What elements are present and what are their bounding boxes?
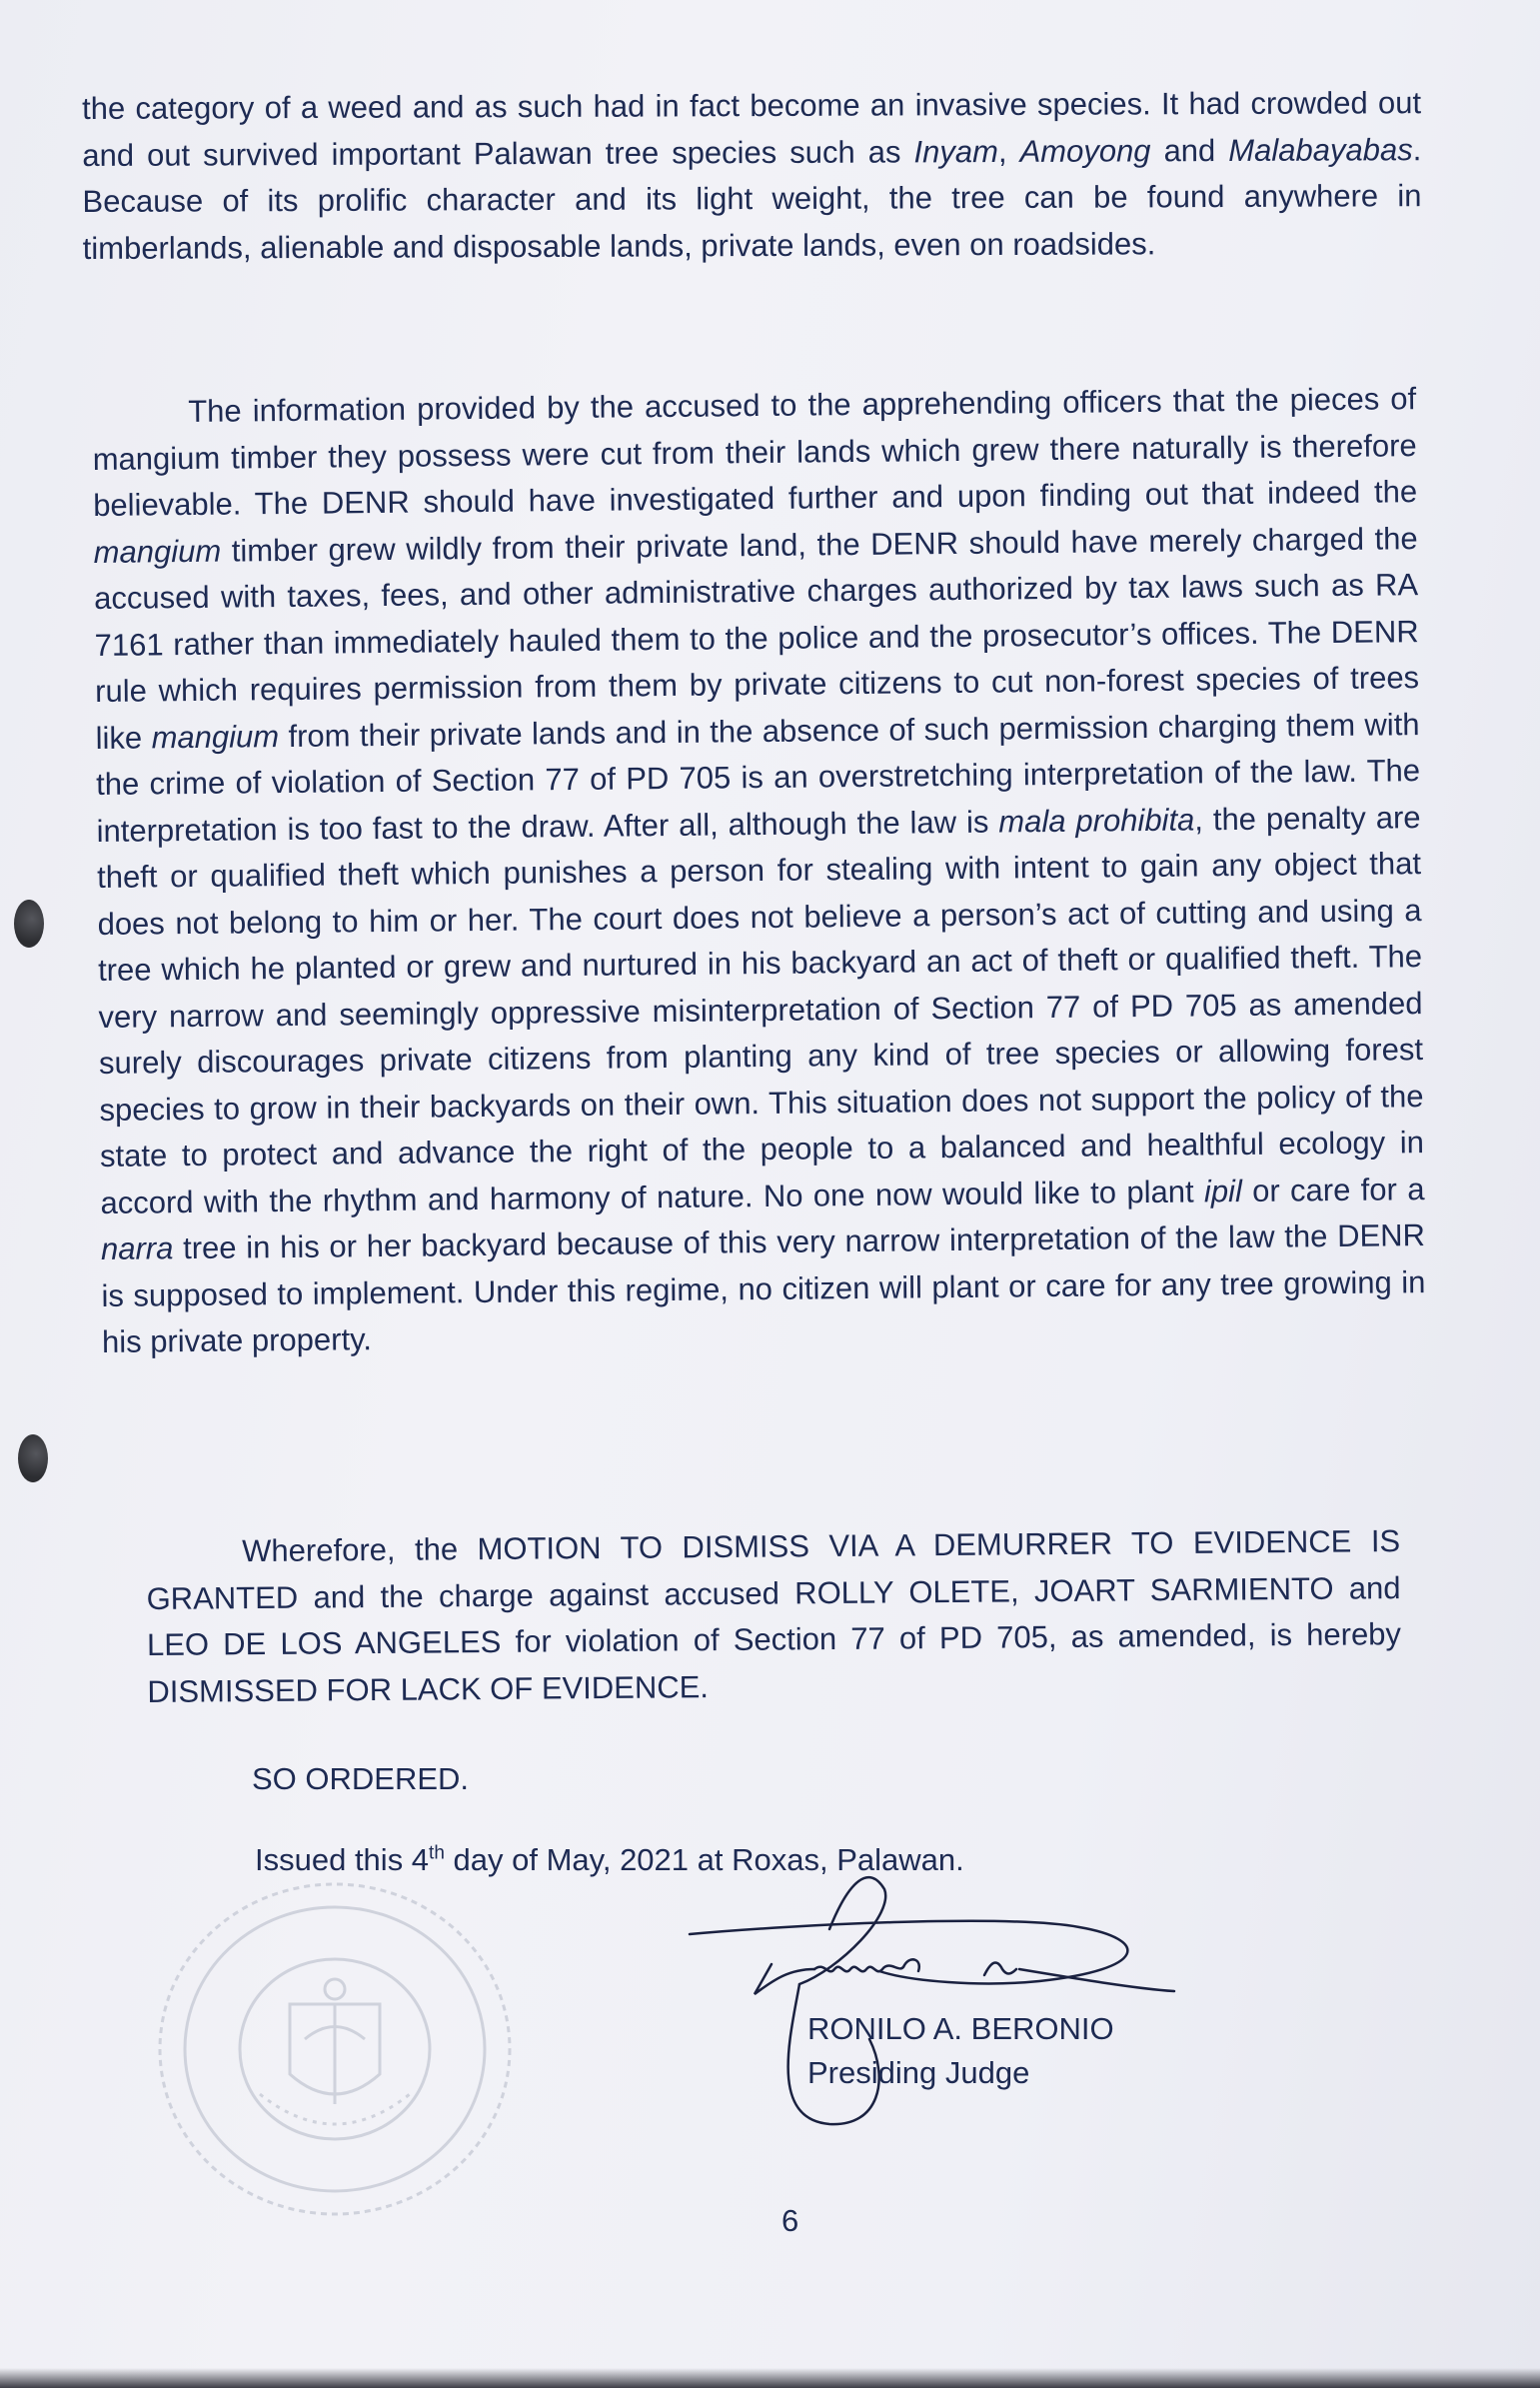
judge-name: RONILO A. BERONIO [807, 2011, 1114, 2046]
text-run: . Because of its prolific character and its light weight, the tree can be found anywhere in timberlands, alienable and disposable lands, private lands, even on roadsides. [82, 131, 1422, 266]
paragraph-court-reasoning [92, 376, 1426, 1365]
text-run: tree in his or her backyard because of this very narrow interpretation of the law the DENR is supposed to implement. Under this regime, no citizen will plant or care for any tree growing in his private property. [101, 1217, 1426, 1359]
page-number: 6 [781, 2203, 799, 2238]
text-run: The information provided by the accused to the apprehending officers that the pieces of mangium timber they possess were cut from their lands which grew there naturally is therefore believable. The DENR should have investigated further and upon finding out that indeed the [92, 381, 1418, 523]
species-name: Inyam [913, 133, 998, 169]
species-name: mangium [151, 718, 280, 755]
text-run: , the penalty are theft or qualified theft which punishes a person for stealing with intent to gain any object that does not belong to him or her. The court does not believe a person’s act of cutting and using a tree which he planted or grew and nurtured in his backyard an act of theft or qualified theft. The very narrow and seemingly oppressive misinterpretation of Section 77 of PD 705 as amended surely discourages private citizens from planting any kind of tree species or allowing forest species to grow in their backyards on their own. This situation does not support the policy of the state to protect and advance the right of the people to a balanced and healthful ecology in accord with the rhythm and harmony of nature. No one now would like to plant [96, 799, 1425, 1220]
text-run: from their private lands and in the absence of such permission charging them with the crime of violation of Section 77 of PD 705 is an overstretching interpretation of the law. The interpretation is too fast to the draw. After all, although the law is [95, 706, 1421, 849]
species-name: narra [100, 1230, 174, 1266]
issued-date-pre: Issued this 4 [255, 1842, 430, 1877]
handwritten-signature-icon [680, 1819, 1199, 2139]
judge-title: Presiding Judge [807, 2055, 1030, 2090]
species-name: Amoyong [1019, 132, 1151, 169]
species-name: Malabayabas [1228, 131, 1413, 168]
ordinal-suffix: th [429, 1842, 445, 1864]
text-run: , [997, 133, 1020, 169]
binder-hole-icon [14, 900, 44, 948]
binder-hole-icon [18, 1434, 48, 1482]
so-ordered-line: SO ORDERED. [252, 1761, 470, 1796]
legal-term: mala prohibita [998, 801, 1195, 840]
species-name: ipil [1203, 1173, 1243, 1208]
issued-date-post: day of May, 2021 at Roxas, Palawan. [444, 1842, 964, 1877]
text-run: and [1150, 132, 1229, 168]
text-run: Wherefore, the MOTION TO DISMISS VIA A DEMURRER TO EVIDENCE IS GRANTED and the charge against accused ROLLY OLETE, JOART SARMIENTO and LEO DE LOS ANGELES for violation of Section 77 of PD 705, as amended, is hereby DISMISSED FOR LACK OF EVIDENCE. [146, 1523, 1402, 1709]
embossed-court-seal-icon [140, 1864, 530, 2234]
text-run: the category of a weed and as such had in fact become an invasive species. It had crowded out and out survived important Palawan tree species such as [82, 85, 1422, 173]
text-run: or care for a [1241, 1171, 1425, 1208]
species-name: mangium [93, 533, 222, 570]
paragraph-dispositive [146, 1518, 1402, 1715]
text-run: timber grew wildly from their private land, the DENR should have merely charged the accused with taxes, fees, and other administrative charges authorized by tax laws such as RA 7161 rather than immediately hauled them to the police and the prosecutor’s offices. The DENR rule which requires permission from them by private citizens to cut non-forest species of trees like [94, 520, 1420, 756]
paragraph-invasive-species [82, 80, 1422, 272]
